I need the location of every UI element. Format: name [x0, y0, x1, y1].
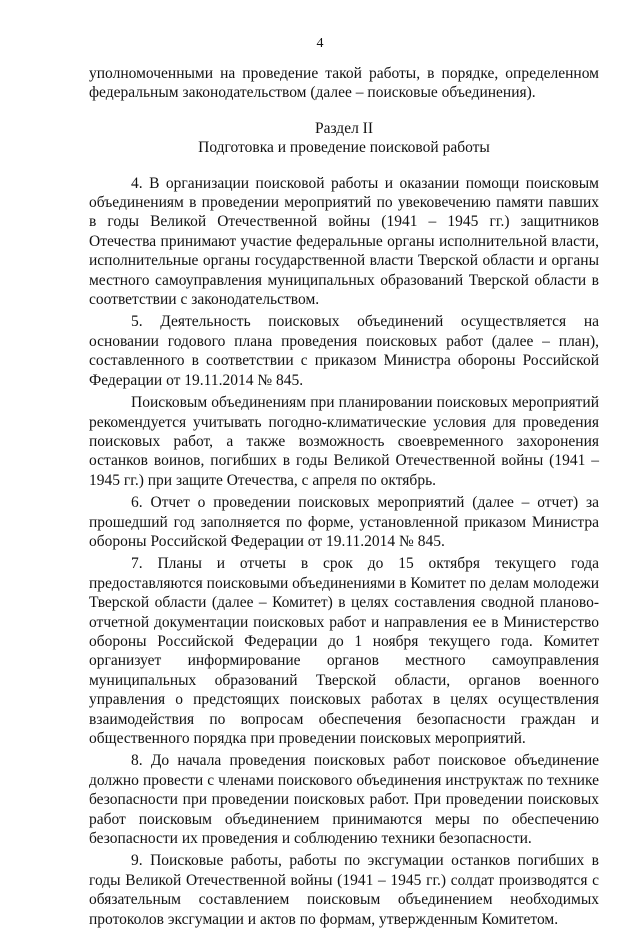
paragraph-7: 7. Планы и отчеты в срок до 15 октября текущего года предоставляются поисковыми объединениями в Комитет по делам молодежи Тверской области (далее – Комитет) в целях составления сводной планово-отчетной документации поисковых работ и направления ее в Министерство обороны Российской Федерации до 1 ноября текущего года. Комитет организует информирование органов местного самоуправления муниципальных образований Тверской области, органов военного управления о предстоящих поисковых работах в целях осуществления взаимодействия по вопросам обеспечения безопасности граждан и общественного порядка при проведении поисковых мероприятий. [89, 555, 599, 747]
paragraph-5: 5. Деятельность поисковых объединений осуществляется на основании годового плана проведения поисковых работ (далее – план), составленного в соответствии с приказом Министра обороны Российской Федерации от 19.11.2014 № 845. [89, 313, 599, 389]
paragraph-9: 9. Поисковые работы, работы по эксгумации останков погибших в годы Великой Отечественной войны (1941 – 1945 гг.) солдат производятся с обязательным составлением поисковым объединением необходимых протоколов эксгумации и актов по формам, утвержденным Комитетом. [89, 852, 599, 928]
paragraph-4: 4. В организации поисковой работы и оказании помощи поисковым объединениям в проведении мероприятий по увековечению памяти павших в годы Великой Отечественной войны (1941 – 1945 гг.) защитников Отечества принимают участие федеральные органы исполнительной власти, исполнительные органы государственной власти Тверской области и органы местного самоуправления муниципальных образований Тверской области в соответствии с законодательством. [89, 174, 599, 309]
paragraph-5-recommendation: Поисковым объединениям при планировании поисковых мероприятий рекомендуется учитывать погодно-климатические условия для проведения поисковых работ, а также возможность своевременного захоронения останков воинов, погибших в годы Великой Отечественной войны (1941 – 1945 гг.) при защите Отечества, с апреля по октябрь. [89, 394, 599, 489]
document-body [89, 64, 599, 929]
continuation-paragraph: уполномоченными на проведение такой работы, в порядке, определенном федеральным законодательством (далее – поисковые объединения). [89, 65, 599, 102]
section-title: Раздел II [314, 119, 374, 137]
section-subtitle: Подготовка и проведение поисковой работы [198, 139, 490, 157]
paragraph-8: 8. До начала проведения поисковых работ поисковое объединение должно провести с членами поискового объединения инструктаж по технике безопасности при проведении поисковых работ. При проведении поисковых работ поисковым объединением принимаются меры по обеспечению безопасности их проведения и соблюдению техники безопасности. [89, 752, 599, 848]
page-number: 4 [316, 36, 324, 51]
paragraph-6: 6. Отчет о проведении поисковых мероприятий (далее – отчет) за прошедший год заполняется по форме, установленной приказом Министра обороны Российской Федерации от 19.11.2014 № 845. [89, 494, 599, 550]
